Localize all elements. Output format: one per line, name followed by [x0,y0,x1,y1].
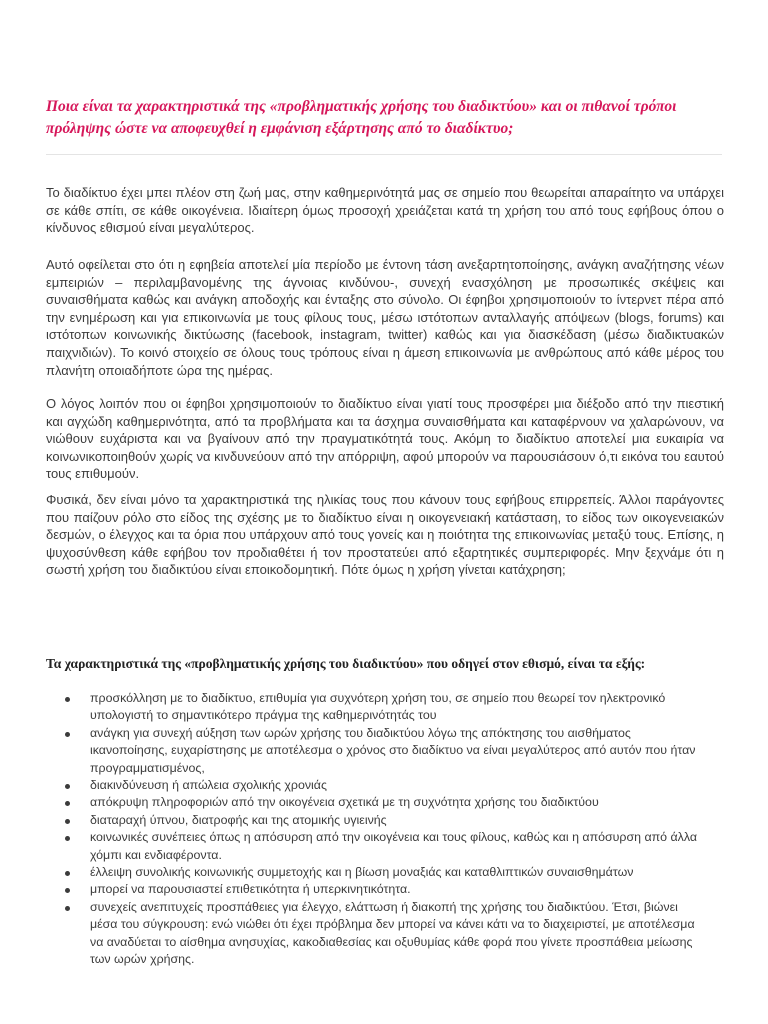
list-item-text: έλλειψη συνολικής κοινωνικής συμμετοχής και η βίωση μοναξιάς και καταθλιπτικών συναισθημάτων [90,865,634,880]
bullet-icon [65,819,70,824]
list-item [46,899,706,969]
list-item [46,794,706,811]
list-item-text: κοινωνικές συνέπειες όπως η απόσυρση από την οικογένεια και τους φίλους, καθώς και η απόσυρση από άλλα χόμπι και ενδιαφέροντα. [90,830,698,862]
list-item-text: προσκόλληση με το διαδίκτυο, επιθυμία για συχνότερη χρήση του, σε σημείο που θεωρεί τον ηλεκτρονικό υπολογιστή το σημαντικότερο πράγμα της καθημερινότητάς του [90,691,666,723]
list-item-text: μπορεί να παρουσιαστεί επιθετικότητα ή υπερκινητικότητα. [90,882,411,897]
list-item-text: απόκρυψη πληροφοριών από την οικογένεια σχετικά με τη συχνότητα χρήσης του διαδικτύου [90,795,599,810]
bullet-icon [65,836,70,841]
characteristics-heading: Τα χαρακτηριστικά της «προβληματικής χρήσης του διαδικτύου» που οδηγεί στον εθισμό, είναι τα εξής: [46,656,646,671]
list-item [46,812,706,829]
bullet-icon [65,906,70,911]
list-item-text: διακινδύνευση ή απώλεια σχολικής χρονιάς [90,778,327,793]
characteristics-list [46,690,706,969]
list-item [46,864,706,881]
bullet-icon [65,697,70,702]
paragraph-reasons: Ο λόγος λοιπόν που οι έφηβοι χρησιμοποιούν το διαδίκτυο είναι γιατί τους προσφέρει μια διέξοδο από την πιεστική και αγχώδη καθημερινότητα, από τα προβλήματα και τα άσχημα συναισθήματα και καταφέρνουν να χαλαρώνουν, να νιώθουν ευχάριστα και να βγαίνουν από την πραγματικότητά τους. Ακόμη το διαδίκτυο αποτελεί μια ευκαιρία να κοινωνικοποιηθούν χωρίς να κινδυνεύουν από την απόρριψη, αφού μπορούν να παρουσιάσουν ό,τι εικόνα του εαυτού τους επιθυμούν. [46,396,724,482]
list-item [46,690,706,725]
list-item [46,829,706,864]
bullet-icon [65,784,70,789]
paragraph-intro: Το διαδίκτυο έχει μπει πλέον στη ζωή μας, στην καθημερινότητά μας σε σημείο που θεωρείται απαραίτητο να υπάρχει σε κάθε σπίτι, σε κάθε οικογένεια. Ιδιαίτερη όμως προσοχή χρειάζεται κατά τη χρήση του από τους εφήβους όπου ο κίνδυνος εθισμού είναι μεγαλύτερος. [46,185,724,236]
list-item [46,881,706,898]
bullet-icon [65,732,70,737]
list-item-text: διαταραχή ύπνου, διατροφής και της ατομικής υγιεινής [90,812,387,827]
list-item-text: ανάγκη για συνεχή αύξηση των ωρών χρήσης του διαδικτύου λόγω της απόκτησης του αισθήματος ικανοποίησης, ευχαρίστησης με αποτέλεσμα ο χρόνος στο διαδίκτυο να είναι μεγαλύτερος από αυτόν που ήταν προγραμματισμένος, [90,725,696,775]
list-item [46,777,706,794]
bullet-icon [65,888,70,893]
bullet-icon [65,871,70,876]
paragraph-factors: Φυσικά, δεν είναι μόνο τα χαρακτηριστικά της ηλικίας τους που κάνουν τους εφήβους επιρρεπείς. Άλλοι παράγοντες που παίζουν ρόλο στο είδος της σχέσης με το διαδίκτυο είναι η οικογενειακή κατάσταση, το είδος των οικογενειακών δεσμών, ο έλεγχος και τα όρια που υπάρχουν από τους γονείς και η ποιότητα της επικοινωνίας μεταξύ τους. Επίσης, η ψυχοσύνθεση κάθε εφήβου τον προδιαθέτει ή τον προστατεύει από εξαρτητικές συμπεριφορές. Μην ξεχνάμε ότι η σωστή χρήση του διαδικτύου είναι εποικοδομητική. Πότε όμως η χρήση γίνεται κατάχρηση; [46,492,724,578]
paragraph-adolescence: Αυτό οφείλεται στο ότι η εφηβεία αποτελεί μία περίοδο με έντονη τάση ανεξαρτητοποίησης, ανάγκη αναζήτησης νέων εμπειριών – περιλαμβανομένης της άγνοιας κινδύνου-, συνεχή ενασχόληση με προσωπικές σκέψεις και συναισθήματα καθώς και ανάγκη αποδοχής και ένταξης στο σύνολο. Οι έφηβοι χρησιμοποιούν το ίντερνετ πέρα από την ενημέρωση και για επικοινωνία με τους φίλους τους, μέσω ιστότοπων ανταλλαγής απόψεων (blogs, forums) και ιστότοπων κοινωνικής δικτύωσης (facebook, instagram, twitter) καθώς και για διασκέδαση (μέσω διαδικτυακών παιχνιδιών). Το κοινό στοιχείο σε όλους τους τρόπους είναι η άμεση επικοινωνία με ανθρώπους από κάθε μέρος του πλανήτη οποιαδήποτε ώρα της ημέρας. [46,257,724,378]
list-item-text: συνεχείς ανεπιτυχείς προσπάθειες για έλεγχο, ελάττωση ή διακοπή της χρήσης του διαδικτύου. Έτσι, βιώνει μέσα του σύγκρουση: ενώ νιώθει ότι έχει πρόβλημα δεν μπορεί να κάνει κάτι να το διαχειριστεί, με αποτέλεσμα να αναδύεται το αίσθημα ανησυχίας, κακοδιαθεσίας και οξυθυμίας κάθε φορά που γίνετε προσπάθεια μείωσης των ωρών χρήσης. [90,899,695,967]
page-title: Ποια είναι τα χαρακτηριστικά της «προβληματικής χρήσης του διαδικτύου» και οι πιθανοί τρόποι πρόληψης ώστε να αποφευχθεί η εμφάνιση εξάρτησης από το διαδίκτυο; [46,98,677,137]
list-item [46,725,706,777]
bullet-icon [65,801,70,806]
title-divider [46,154,722,155]
